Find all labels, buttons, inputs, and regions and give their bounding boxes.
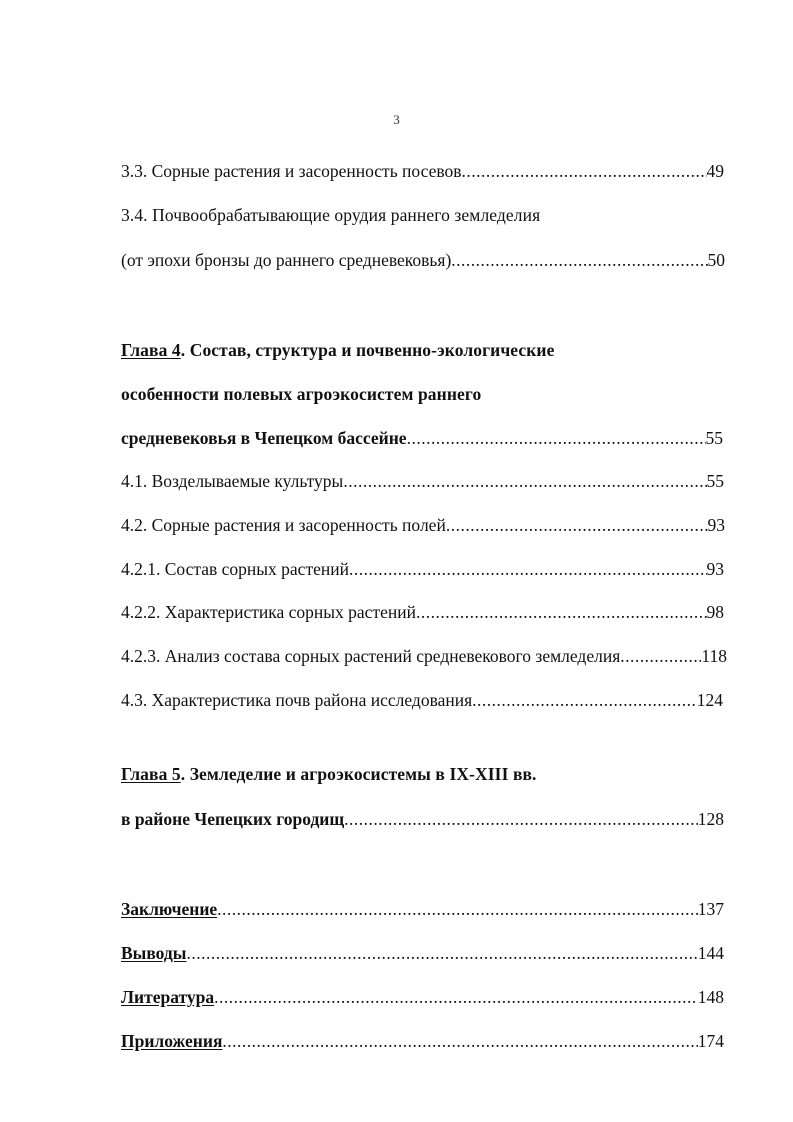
toc-entry-conclusion[interactable] xyxy=(121,898,724,920)
toc-entry-4-3[interactable] xyxy=(121,689,723,711)
dot-leader xyxy=(446,514,708,536)
chapter-5-label: Глава 5 xyxy=(121,764,181,784)
toc-entry-text: (от эпохи бронзы до раннего средневековья) xyxy=(121,250,452,270)
toc-entry-text: 3.3. Сорные растения и засоренность посевов xyxy=(121,161,462,181)
toc-entry-text: в районе Чепецких городищ xyxy=(121,809,345,829)
toc-page-number: 124 xyxy=(696,690,723,710)
dot-leader xyxy=(451,249,707,271)
toc-page-number: 55 xyxy=(705,428,723,448)
toc-page-number: 98 xyxy=(706,602,724,622)
toc-entry-text: 4.1. Возделываемые культуры xyxy=(121,471,344,491)
toc-entry-text: 4.3. Характеристика почв района исследования xyxy=(121,690,473,710)
toc-entry-text: 4.2.2. Характеристика сорных растений xyxy=(121,602,416,622)
dot-leader xyxy=(416,601,707,623)
toc-page-number: 93 xyxy=(707,515,725,535)
toc-entry-findings[interactable] xyxy=(121,942,724,964)
toc-page-number: 144 xyxy=(697,943,724,963)
toc-page-number: 148 xyxy=(697,987,724,1007)
toc-entry-text: Заключение xyxy=(121,899,218,919)
dot-leader xyxy=(472,689,697,711)
toc-page-number: 50 xyxy=(707,250,725,270)
chapter-5-heading-line1: Глава 5. Земледелие и агроэкосистемы в IX-XIII вв. xyxy=(121,764,537,784)
toc-entry-3-4-heading: 3.4. Почвообрабатывающие орудия раннего земледелия xyxy=(121,205,541,225)
toc-page-number: 118 xyxy=(701,646,727,666)
toc-page-number: 93 xyxy=(706,559,724,579)
toc-entry-3-3[interactable] xyxy=(121,160,724,182)
chapter-4-label: Глава 4 xyxy=(121,340,181,360)
dot-leader xyxy=(214,986,698,1008)
chapter-4-heading-line1: Глава 4. Состав, структура и почвенно-экологические xyxy=(121,340,555,360)
toc-page-number: 128 xyxy=(697,809,724,829)
toc-entry-text: 4.2. Сорные растения и засоренность полей xyxy=(121,515,446,535)
dot-leader xyxy=(186,942,697,964)
toc-entry-chapter-5[interactable] xyxy=(121,808,724,830)
dot-leader xyxy=(620,645,701,667)
toc-entry-literature[interactable] xyxy=(121,986,724,1008)
toc-entry-4-2-1[interactable] xyxy=(121,558,724,580)
toc-page-number: 49 xyxy=(706,161,724,181)
chapter-4-heading-line2: особенности полевых агроэкосистем раннего xyxy=(121,384,482,404)
toc-entry-4-2-2[interactable] xyxy=(121,601,724,623)
dot-leader xyxy=(344,808,698,830)
dot-leader xyxy=(343,470,706,492)
toc-entry-appendix[interactable] xyxy=(121,1030,724,1052)
toc-entry-4-2-3[interactable] xyxy=(121,645,727,667)
dot-leader xyxy=(349,558,707,580)
toc-entry-chapter-4[interactable] xyxy=(121,427,723,449)
toc-entry-text: Литература xyxy=(121,987,215,1007)
toc-page-number: 174 xyxy=(697,1031,724,1051)
toc-entry-text: Приложения xyxy=(121,1031,223,1051)
toc-entry-text: 4.2.1. Состав сорных растений xyxy=(121,559,349,579)
toc-entry-4-1[interactable] xyxy=(121,470,724,492)
dot-leader xyxy=(222,1030,697,1052)
dot-leader xyxy=(217,898,698,920)
toc-entry-4-2[interactable] xyxy=(121,514,725,536)
toc-entry-3-4[interactable] xyxy=(121,249,725,271)
toc-entry-text: 4.2.3. Анализ состава сорных растений средневекового земледелия xyxy=(121,646,621,666)
toc-entry-text: средневековья в Чепецком бассейне xyxy=(121,428,407,448)
toc-page-number: 137 xyxy=(697,899,724,919)
dot-leader xyxy=(462,160,707,182)
toc-entry-text: Выводы xyxy=(121,943,187,963)
page-number: 3 xyxy=(393,112,400,127)
toc-page-number: 55 xyxy=(706,471,724,491)
dot-leader xyxy=(407,427,706,449)
